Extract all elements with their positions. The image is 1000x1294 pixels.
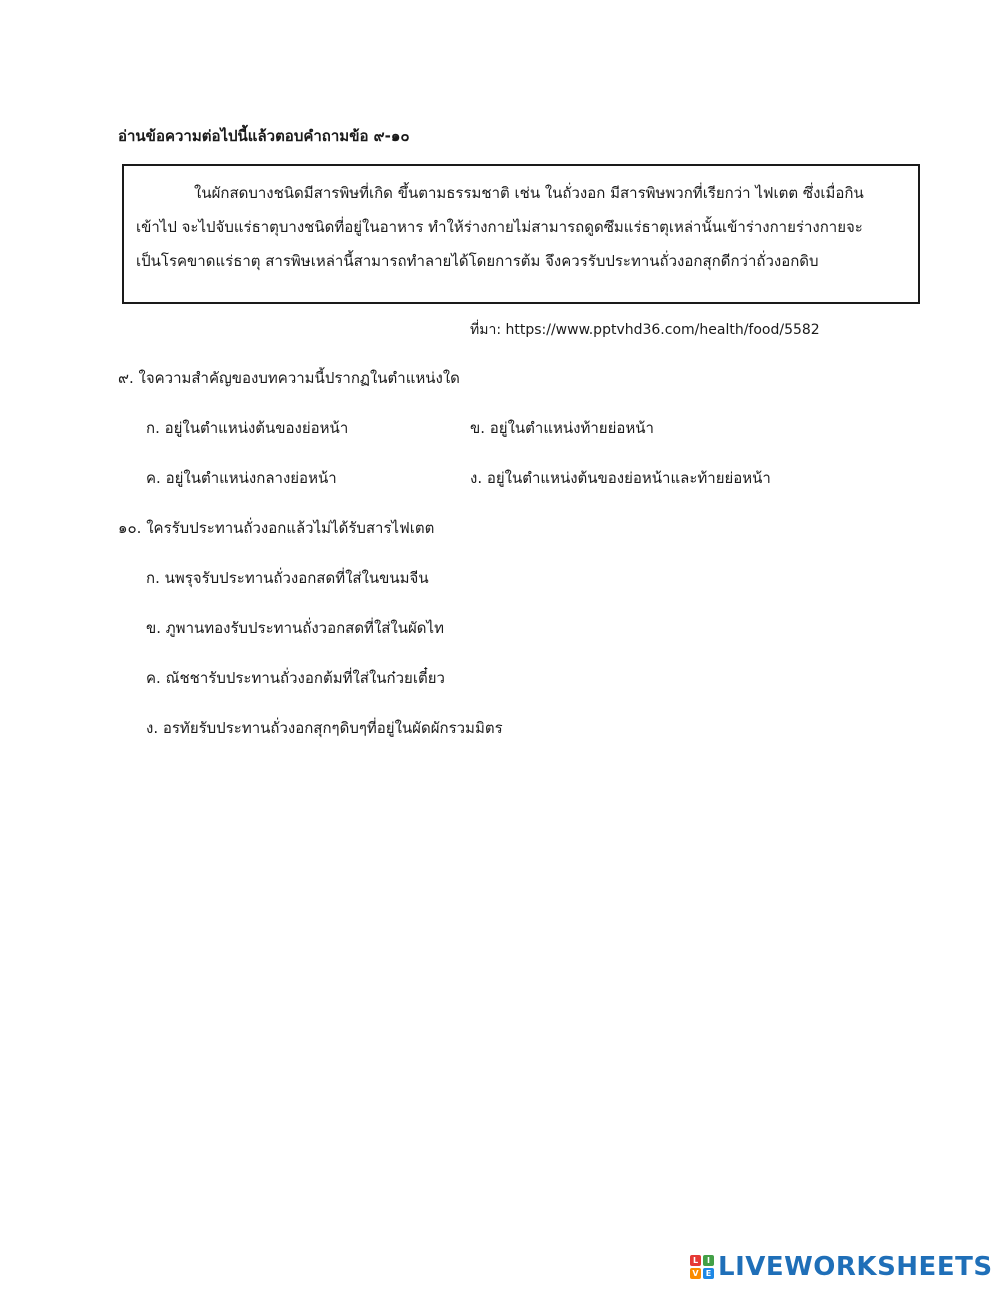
- q9-choice-c: ค. อยู่ในตำแหน่งกลางย่อหน้า: [146, 469, 337, 487]
- logo-mark-tile: I: [703, 1255, 714, 1266]
- logo-text: LIVEWORKSHEETS: [718, 1252, 993, 1282]
- q10-choice-b: ข. ภูพานทองรับประทานถั่งวอกสดที่ใส่ในผัดไท: [146, 619, 444, 637]
- q9-choice-d: ง. อยู่ในตำแหน่งต้นของย่อหน้าและท้ายย่อหน้า: [470, 469, 771, 487]
- q9-choice-a: ก. อยู่ในตำแหน่งต้นของย่อหน้า: [146, 419, 349, 437]
- q9-choice-b: ข. อยู่ในตำแหน่งท้ายย่อหน้า: [470, 419, 654, 437]
- logo-mark-tile: V: [690, 1268, 701, 1279]
- instruction-heading: อ่านข้อความต่อไปนี้แล้วตอบคำถามข้อ ๙-๑๐: [118, 127, 410, 145]
- passage-line: เป็นโรคขาดแร่ธาตุ สารพิษเหล่านี้สามารถทำลายได้โดยการต้ม จึงควรรับประทานถั่วงอกสุกดีกว่าถั่วงอกดิบ: [136, 252, 819, 270]
- passage-line: ในผักสดบางชนิดมีสารพิษที่เกิด ขึ้นตามธรรมชาติ เช่น ในถั่วงอก มีสารพิษพวกที่เรียกว่า ไฟเตต ซึ่งเมื่อกิน: [194, 184, 864, 202]
- liveworksheets-logo: [690, 1252, 993, 1282]
- q10-choice-d: ง. อรทัยรับประทานถั่วงอกสุกๆดิบๆที่อยู่ในผัดผักรวมมิตร: [146, 719, 503, 737]
- logo-mark-tile: E: [703, 1268, 714, 1279]
- source-citation: ที่มา: https://www.pptvhd36.com/health/food/5582: [470, 322, 820, 338]
- question-10-text: ๑๐. ใครรับประทานถั่วงอกแล้วไม่ได้รับสารไฟเตต: [118, 519, 435, 537]
- q10-choice-c: ค. ณัชชารับประทานถั่วงอกต้มที่ใส่ในก๋วยเตี๋ยว: [146, 669, 445, 687]
- question-9-text: ๙. ใจความสำคัญของบทความนี้ปรากฏในตำแหน่งใด: [118, 369, 460, 387]
- logo-mark-tile: L: [690, 1255, 701, 1266]
- q10-choice-a: ก. นพรุจรับประทานถั่วงอกสดที่ใส่ในขนมจีน: [146, 569, 429, 587]
- logo-mark-icon: [690, 1255, 714, 1279]
- passage-box: [122, 164, 920, 304]
- passage-line: เข้าไป จะไปจับแร่ธาตุบางชนิดที่อยู่ในอาหาร ทำให้ร่างกายไม่สามารถดูดซึมแร่ธาตุเหล่านั้นเข้าร่างกายร่างกายจะ: [136, 218, 863, 236]
